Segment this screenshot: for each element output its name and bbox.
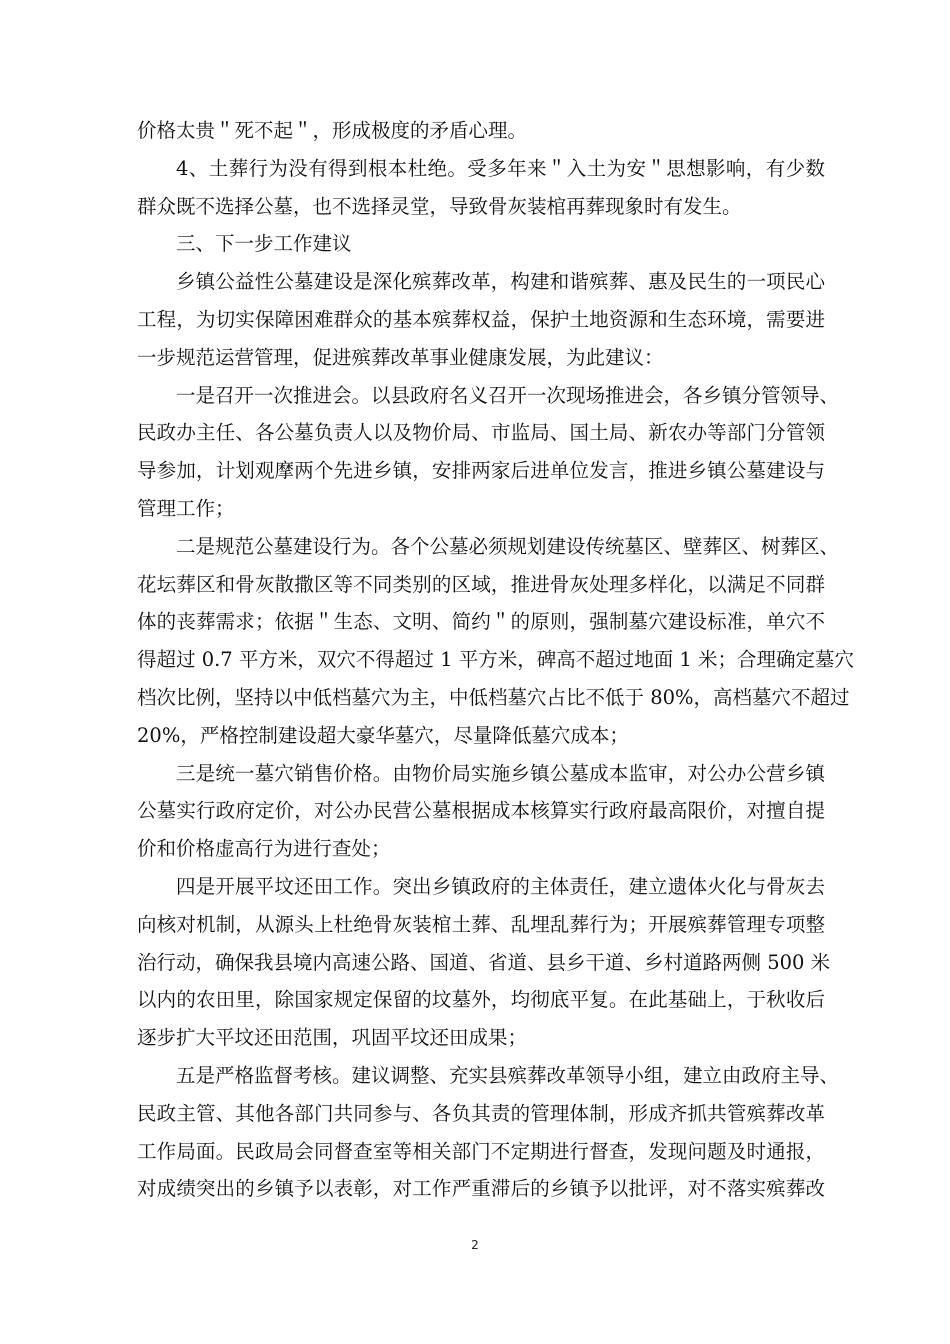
text-line: 价格太贵＂死不起＂，形成极度的矛盾心理。	[137, 119, 528, 142]
text-line: 体的丧葬需求；依据＂生态、文明、简约＂的原则，强制墓穴建设标准，单穴不	[137, 610, 825, 634]
text-line: 得超过 0.7 平方米，双穴不得超过 1 平方米，碑高不超过地面 1 米；合理确定墓穴	[137, 648, 855, 672]
text-line: 20%，严格控制建设超大豪华墓穴，尽量降低墓穴成本；	[137, 723, 629, 747]
text-line: 一是召开一次推进会。以县政府名义召开一次现场推进会，各乡镇分管领导、	[176, 383, 840, 407]
text-line: 工程，为切实保障困难群众的基本殡葬权益，保护土地资源和生态环境，需要进	[137, 307, 825, 331]
text-line: 二是规范公墓建设行为。各个公墓必须规划建设传统墓区、壁葬区、树葬区、	[176, 534, 840, 558]
text-line: 向核对机制，从源头上杜绝骨灰装棺土葬、乱埋乱葬行为；开展殡葬管理专项整	[137, 912, 825, 936]
text-line: 群众既不选择公墓，也不选择灵堂，导致骨灰装棺再葬现象时有发生。	[137, 194, 742, 218]
text-line: 档次比例，坚持以中低档墓穴为主，中低档墓穴占比不低于 80%，高档墓穴不超过	[137, 685, 850, 709]
body-text	[137, 112, 855, 1208]
text-line: 公墓实行政府定价，对公办民营公墓根据成本核算实行政府最高限价，对擅自提	[137, 799, 825, 823]
text-line: 以内的农田里，除国家规定保留的坟墓外，均彻底平复。在此基础上，于秋收后	[137, 988, 825, 1012]
text-line: 民政办主任、各公墓负责人以及物价局、市监局、国土局、新农办等部门分管领	[137, 421, 825, 445]
text-line: 治行动，确保我县境内高速公路、国道、省道、县乡干道、乡村道路两侧 500 米	[137, 950, 831, 974]
text-line: 4、土葬行为没有得到根本杜绝。受多年来＂入土为安＂思想影响，有少数	[176, 156, 825, 180]
text-line: 价和价格虚高行为进行查处；	[137, 837, 391, 861]
text-line: 管理工作；	[137, 496, 235, 520]
text-line: 逐步扩大平坟还田范围，巩固平坟还田成果；	[137, 1026, 528, 1050]
text-line: 三是统一墓穴销售价格。由物价局实施乡镇公墓成本监审，对公办公营乡镇	[176, 761, 825, 785]
text-line: 工作局面。民政局会同督查室等相关部门不定期进行督查，发现问题及时通报，	[137, 1139, 825, 1163]
text-line: 花坛葬区和骨灰散撒区等不同类别的区域，推进骨灰处理多样化，以满足不同群	[137, 572, 825, 596]
text-line: 四是开展平坟还田工作。突出乡镇政府的主体责任，建立遗体火化与骨灰去	[176, 874, 825, 898]
text-line: 对成绩突出的乡镇予以表彰，对工作严重滞后的乡镇予以批评，对不落实殡葬改	[137, 1177, 825, 1201]
text-line: 乡镇公益性公墓建设是深化殡葬改革，构建和谐殡葬、惠及民生的一项民心	[176, 270, 825, 294]
text-line: 民政主管、其他各部门共同参与、各负其责的管理体制，形成齐抓共管殡葬改革	[137, 1101, 825, 1125]
text-line: 一步规范运营管理，促进殡葬改革事业健康发展，为此建议：	[137, 345, 664, 369]
text-line: 五是严格监督考核。建议调整、充实县殡葬改革领导小组，建立由政府主导、	[176, 1063, 840, 1087]
section-heading: 三、下一步工作建议	[176, 232, 352, 256]
page-number: 2	[471, 1238, 479, 1252]
text-line: 导参加，计划观摩两个先进乡镇，安排两家后进单位发言，推进乡镇公墓建设与	[137, 459, 825, 483]
